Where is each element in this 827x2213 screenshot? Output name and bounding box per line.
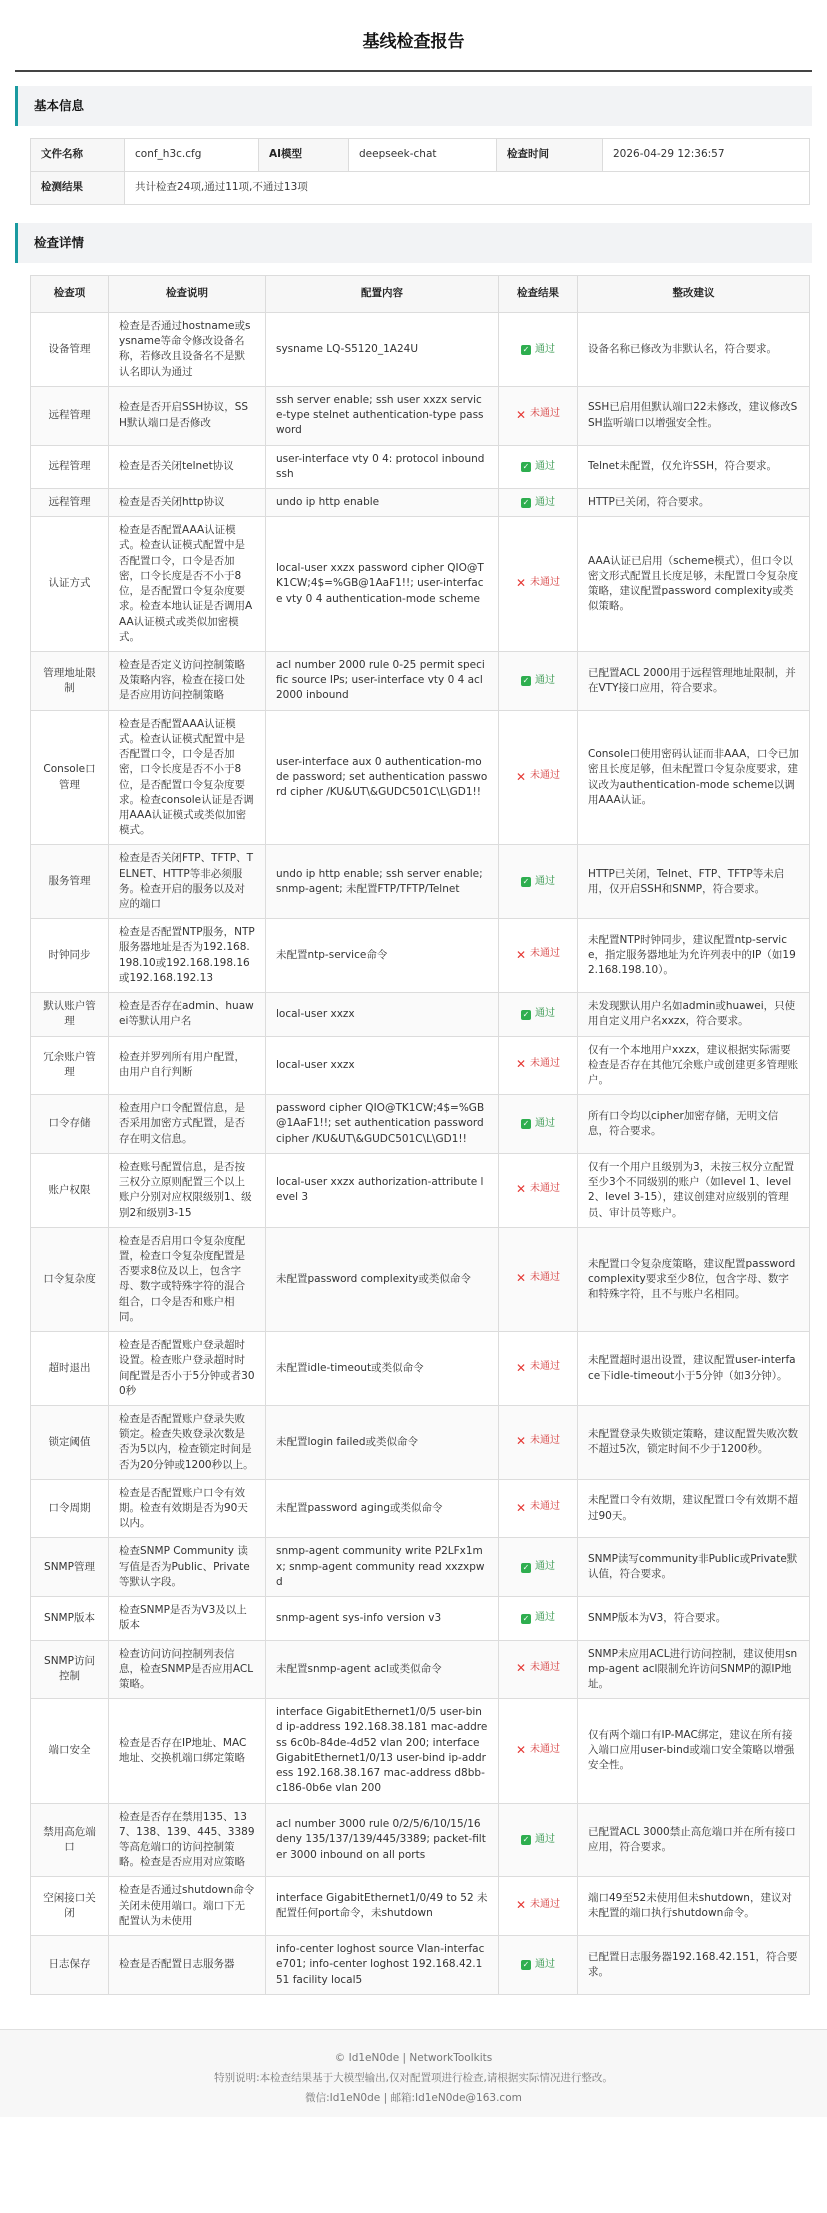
check-desc-cell: 检查是否配置账户登录超时设置。检查账户登录超时时间配置是否小于5分钟或者300秒 <box>109 1332 266 1406</box>
config-content-cell: local-user xxzx authorization-attribute level 3 <box>266 1153 499 1227</box>
check-desc-cell: 检查是否配置AAA认证模式。检查认证模式配置中是否配置口令，口令是否加密，口令长度是否不小于8位，是否配置口令复杂度要求。检查本地认证是否调用AAA认证模式或类似加密模式。 <box>109 517 266 652</box>
check-result-cell <box>499 651 578 710</box>
status-text: 通过 <box>535 1834 555 1846</box>
config-content-cell: user-interface aux 0 authentication-mode password; set authentication password cipher /KU&UT\&GUDC501C\L\GD1!! <box>266 710 499 845</box>
detail-body <box>31 313 810 1995</box>
config-content-cell: local-user xxzx <box>266 993 499 1036</box>
config-content-cell: local-user xxzx <box>266 1036 499 1095</box>
cross-icon: ✕ <box>516 769 527 784</box>
config-content-cell: 未配置login failed或类似命令 <box>266 1405 499 1479</box>
advice-cell: 已配置ACL 3000禁止高危端口并在所有接口应用，符合要求。 <box>578 1803 810 1877</box>
advice-cell: Console口使用密码认证而非AAA，口令已加密且长度足够，但未配置口令复杂度要求，建议改为authentication-mode scheme以调用AAA认证。 <box>578 710 810 845</box>
status-text: 未通过 <box>530 1272 560 1284</box>
cross-icon: ✕ <box>516 1271 527 1286</box>
table-row <box>31 1803 810 1877</box>
check-item-cell: 口令存储 <box>31 1095 109 1154</box>
status-badge <box>521 875 555 890</box>
status-badge <box>516 576 560 591</box>
check-item-cell: 远程管理 <box>31 386 109 445</box>
status-text: 通过 <box>535 1118 555 1130</box>
check-result-cell <box>499 1597 578 1640</box>
result-label: 检测结果 <box>31 172 125 205</box>
config-content-cell: 未配置ntp-service命令 <box>266 919 499 993</box>
table-row <box>31 1699 810 1803</box>
advice-cell: 仅有一个用户且级别为3，未按三权分立配置至少3个不同级别的账户（如level 1、level 2、level 3-15），建议创建对应级别的管理员、审计员等账户。 <box>578 1153 810 1227</box>
time-label: 检查时间 <box>497 139 603 172</box>
result-value: 共计检查24项,通过11项,不通过13项 <box>125 172 810 205</box>
check-item-cell: 锁定阈值 <box>31 1405 109 1479</box>
advice-cell: 未发现默认用户名如admin或huawei，只使用自定义用户名xxzx，符合要求。 <box>578 993 810 1036</box>
check-result-cell <box>499 1640 578 1699</box>
status-badge <box>516 1434 560 1449</box>
config-content-cell: snmp-agent sys-info version v3 <box>266 1597 499 1640</box>
table-row <box>31 1479 810 1538</box>
status-text: 通过 <box>535 674 555 686</box>
check-result-cell <box>499 1877 578 1936</box>
check-desc-cell: 检查是否开启SSH协议，SSH默认端口是否修改 <box>109 386 266 445</box>
status-text: 通过 <box>535 1561 555 1573</box>
table-row <box>31 517 810 652</box>
table-row <box>31 1227 810 1331</box>
check-item-cell: 超时退出 <box>31 1332 109 1406</box>
advice-cell: SNMP版本为V3，符合要求。 <box>578 1597 810 1640</box>
advice-cell: AAA认证已启用（scheme模式），但口令以密文形式配置且长度足够，未配置口令复杂度策略，建议配置password complexity或类似策略。 <box>578 517 810 652</box>
detail-header-row <box>31 276 810 313</box>
status-text: 未通过 <box>530 1743 560 1755</box>
status-badge <box>521 1117 555 1132</box>
check-item-cell: 时钟同步 <box>31 919 109 993</box>
advice-cell: 所有口令均以cipher加密存储，无明文信息，符合要求。 <box>578 1095 810 1154</box>
col-item-header: 检查项 <box>31 276 109 313</box>
check-result-cell <box>499 1405 578 1479</box>
detail-table <box>30 275 810 1995</box>
status-text: 通过 <box>535 875 555 887</box>
cross-icon: ✕ <box>516 1500 527 1515</box>
check-result-cell <box>499 1227 578 1331</box>
check-desc-cell: 检查是否启用口令复杂度配置，检查口令复杂度配置是否要求8位及以上，包含字母、数字或特殊字符的混合组合，口令是否和账户相同。 <box>109 1227 266 1331</box>
col-desc-header: 检查说明 <box>109 276 266 313</box>
check-icon: ✓ <box>522 1613 530 1623</box>
check-desc-cell: 检查是否存在IP地址、MAC地址、交换机端口绑定策略 <box>109 1699 266 1803</box>
check-item-cell: 远程管理 <box>31 488 109 516</box>
status-badge <box>516 1898 560 1913</box>
check-icon: ✓ <box>522 1562 530 1572</box>
file-label: 文件名称 <box>31 139 125 172</box>
cross-icon: ✕ <box>516 1434 527 1449</box>
status-text: 未通过 <box>530 1501 560 1513</box>
check-item-cell: 禁用高危端口 <box>31 1803 109 1877</box>
check-result-cell <box>499 445 578 488</box>
advice-cell: 设备名称已修改为非默认名，符合要求。 <box>578 313 810 387</box>
check-item-cell: 设备管理 <box>31 313 109 387</box>
check-item-cell: 冗余账户管理 <box>31 1036 109 1095</box>
status-badge <box>516 1500 560 1515</box>
status-badge <box>516 1182 560 1197</box>
status-text: 未通过 <box>530 1899 560 1910</box>
check-result-cell <box>499 313 578 387</box>
time-value: 2026-04-29 12:36:57 <box>603 139 810 172</box>
cross-icon: ✕ <box>516 1057 527 1072</box>
basic-info-table <box>30 138 810 205</box>
table-row <box>31 993 810 1036</box>
config-content-cell: local-user xxzx password cipher QIO@TK1CW;4$=%GB@1AaF1!!; user-interface vty 0 4 authentication-mode scheme <box>266 517 499 652</box>
section-basic-heading: 基本信息 <box>15 86 812 126</box>
check-result-cell <box>499 1153 578 1227</box>
status-text: 通过 <box>535 343 555 355</box>
config-content-cell: undo ip http enable; ssh server enable; snmp-agent; 未配置FTP/TFTP/Telnet <box>266 845 499 919</box>
config-content-cell: 未配置password complexity或类似命令 <box>266 1227 499 1331</box>
check-item-cell: 口令复杂度 <box>31 1227 109 1331</box>
status-badge <box>521 1007 555 1022</box>
footer-contact: 微信:Id1eN0de | 邮箱:Id1eN0de@163.com <box>305 2091 522 2104</box>
config-content-cell: interface GigabitEthernet1/0/49 to 52 未配置任何port命令，未shutdown <box>266 1877 499 1936</box>
table-row <box>31 845 810 919</box>
cross-icon: ✕ <box>516 1182 527 1197</box>
table-row <box>31 313 810 387</box>
check-desc-cell: 检查是否通过hostname或sysname等命令修改设备名称，若修改且设备名不是默认名即认为通过 <box>109 313 266 387</box>
table-row <box>31 1597 810 1640</box>
check-item-cell: 远程管理 <box>31 445 109 488</box>
advice-cell: 未配置口令有效期，建议配置口令有效期不超过90天。 <box>578 1479 810 1538</box>
check-desc-cell: 检查是否配置账户登录失败锁定。检查失败登录次数是否为5以内，检查锁定时间是否为20分钟或1200秒以上。 <box>109 1405 266 1479</box>
table-row <box>31 1936 810 1995</box>
table-row <box>31 445 810 488</box>
table-row <box>31 1036 810 1095</box>
config-content-cell: acl number 3000 rule 0/2/5/6/10/15/16 deny 135/137/139/445/3389; packet-filter 3000 inbound on all ports <box>266 1803 499 1877</box>
page-title: 基线检查报告 <box>15 0 812 72</box>
config-content-cell: user-interface vty 0 4: protocol inbound ssh <box>266 445 499 488</box>
table-row <box>31 710 810 845</box>
check-result-cell <box>499 993 578 1036</box>
check-result-cell <box>499 517 578 652</box>
check-icon: ✓ <box>522 344 530 354</box>
col-config-header: 配置内容 <box>266 276 499 313</box>
check-icon: ✓ <box>522 1835 530 1845</box>
status-badge <box>516 1271 560 1286</box>
check-desc-cell: 检查SNMP是否为V3及以上版本 <box>109 1597 266 1640</box>
check-result-cell <box>499 1538 578 1597</box>
advice-cell: 已配置日志服务器192.168.42.151，符合要求。 <box>578 1936 810 1995</box>
check-result-cell <box>499 710 578 845</box>
check-item-cell: Console口管理 <box>31 710 109 845</box>
status-badge <box>516 1057 560 1072</box>
check-item-cell: 服务管理 <box>31 845 109 919</box>
footer <box>0 2029 827 2117</box>
check-icon: ✓ <box>522 676 530 686</box>
advice-cell: 已配置ACL 2000用于远程管理地址限制，并在VTY接口应用，符合要求。 <box>578 651 810 710</box>
advice-cell: 仅有两个端口有IP-MAC绑定，建议在所有接入端口应用user-bind或端口安全策略以增强安全性。 <box>578 1699 810 1803</box>
check-desc-cell: 检查是否关闭http协议 <box>109 488 266 516</box>
check-desc-cell: 检查是否配置NTP服务，NTP服务器地址是否为192.168.198.10或192.168.198.16或192.168.192.13 <box>109 919 266 993</box>
status-text: 未通过 <box>530 408 560 420</box>
status-badge <box>516 1360 560 1375</box>
check-result-cell <box>499 488 578 516</box>
config-content-cell: undo ip http enable <box>266 488 499 516</box>
advice-cell: SNMP未应用ACL进行访问控制，建议使用snmp-agent acl限制允许访问SNMP的源IP地址。 <box>578 1640 810 1699</box>
table-row <box>31 1153 810 1227</box>
status-badge <box>521 674 555 689</box>
model-label: AI模型 <box>259 139 349 172</box>
footer-disclaimer: 特别说明:本检查结果基于大模型输出,仅对配置项进行检查,请根据实际情况进行整改。 <box>214 2071 613 2084</box>
check-desc-cell: 检查是否通过shutdown命令关闭未使用端口。端口下无配置认为未使用 <box>109 1877 266 1936</box>
table-row <box>31 651 810 710</box>
check-result-cell <box>499 1036 578 1095</box>
config-content-cell: 未配置snmp-agent acl或类似命令 <box>266 1640 499 1699</box>
status-text: 未通过 <box>530 576 560 588</box>
check-desc-cell: 检查访问访问控制列表信息，检查SNMP是否应用ACL策略。 <box>109 1640 266 1699</box>
check-desc-cell: 检查是否关闭FTP、TFTP、TELNET、HTTP等非必须服务。检查开启的服务以及对应的端口 <box>109 845 266 919</box>
check-result-cell <box>499 1936 578 1995</box>
col-result-header: 检查结果 <box>499 276 578 313</box>
cross-icon: ✕ <box>516 407 527 422</box>
basic-result-row <box>31 172 810 205</box>
advice-cell: HTTP已关闭，Telnet、FTP、TFTP等未启用，仅开启SSH和SNMP，符合要求。 <box>578 845 810 919</box>
table-row <box>31 1405 810 1479</box>
table-row <box>31 1538 810 1597</box>
check-item-cell: 端口安全 <box>31 1699 109 1803</box>
check-item-cell: 默认账户管理 <box>31 993 109 1036</box>
check-desc-cell: 检查是否关闭telnet协议 <box>109 445 266 488</box>
check-desc-cell: 检查是否配置日志服务器 <box>109 1936 266 1995</box>
config-content-cell: acl number 2000 rule 0-25 permit specific source IPs; user-interface vty 0 4 acl 2000 inbound <box>266 651 499 710</box>
check-item-cell: SNMP管理 <box>31 1538 109 1597</box>
status-badge <box>516 407 560 422</box>
advice-cell: 未配置口令复杂度策略，建议配置password complexity要求至少8位，包含字母、数字和特殊字符，且不与账户名相同。 <box>578 1227 810 1331</box>
check-result-cell <box>499 919 578 993</box>
advice-cell: 未配置超时退出设置，建议配置user-interface下idle-timeout小于5分钟（如3分钟）。 <box>578 1332 810 1406</box>
status-badge <box>516 947 560 962</box>
status-badge <box>521 1833 555 1848</box>
table-row <box>31 1640 810 1699</box>
config-content-cell: sysname LQ-S5120_1A24U <box>266 313 499 387</box>
config-content-cell: info-center loghost source Vlan-interface701; info-center loghost 192.168.42.151 facility local5 <box>266 1936 499 1995</box>
advice-cell: 端口49至52未使用但未shutdown，建议对未配置的端口执行shutdown命令。 <box>578 1877 810 1936</box>
status-badge <box>521 1560 555 1575</box>
check-desc-cell: 检查是否定义访问控制策略及策略内容，检查在接口处是否应用访问控制策略 <box>109 651 266 710</box>
status-text: 未通过 <box>530 770 560 782</box>
cross-icon: ✕ <box>516 1898 527 1913</box>
advice-cell: 仅有一个本地用户xxzx，建议根据实际需要检查是否存在其他冗余账户或创建更多管理账户。 <box>578 1036 810 1095</box>
check-item-cell: 认证方式 <box>31 517 109 652</box>
check-item-cell: 空闲接口关闭 <box>31 1877 109 1936</box>
advice-cell: Telnet未配置，仅允许SSH，符合要求。 <box>578 445 810 488</box>
check-desc-cell: 检查账号配置信息，是否按三权分立原则配置三个以上账户分别对应权限级别1、级别2和级别3-15 <box>109 1153 266 1227</box>
config-content-cell: password cipher QIO@TK1CW;4$=%GB@1AaF1!!; set authentication password cipher /KU&UT\&GUDC501C\L\GD1!! <box>266 1095 499 1154</box>
basic-info-row <box>31 139 810 172</box>
cross-icon: ✕ <box>516 576 527 591</box>
cross-icon: ✕ <box>516 1661 527 1676</box>
check-icon: ✓ <box>522 877 530 887</box>
check-result-cell <box>499 1803 578 1877</box>
check-result-cell <box>499 1095 578 1154</box>
status-badge <box>516 769 560 784</box>
status-text: 通过 <box>535 1959 555 1971</box>
check-item-cell: 账户权限 <box>31 1153 109 1227</box>
config-content-cell: 未配置password aging或类似命令 <box>266 1479 499 1538</box>
status-badge <box>516 1743 560 1758</box>
status-text: 未通过 <box>530 1361 560 1373</box>
status-badge <box>516 1661 560 1676</box>
config-content-cell: 未配置idle-timeout或类似命令 <box>266 1332 499 1406</box>
check-desc-cell: 检查是否配置账户口令有效期。检查有效期是否为90天以内。 <box>109 1479 266 1538</box>
check-icon: ✓ <box>522 462 530 472</box>
check-result-cell <box>499 845 578 919</box>
config-content-cell: ssh server enable; ssh user xxzx service-type stelnet authentication-type password <box>266 386 499 445</box>
check-desc-cell: 检查是否存在禁用135、137、138、139、445、3389等高危端口的访问控制策略。检查是否应用对应策略 <box>109 1803 266 1877</box>
check-desc-cell: 检查是否存在admin、huawei等默认用户名 <box>109 993 266 1036</box>
table-row <box>31 386 810 445</box>
check-icon: ✓ <box>522 1009 530 1019</box>
table-row <box>31 919 810 993</box>
check-item-cell: 口令周期 <box>31 1479 109 1538</box>
status-text: 通过 <box>535 1008 555 1020</box>
status-badge <box>521 343 555 358</box>
check-item-cell: 日志保存 <box>31 1936 109 1995</box>
table-row <box>31 1877 810 1936</box>
check-item-cell: SNMP访问控制 <box>31 1640 109 1699</box>
status-badge <box>521 460 555 475</box>
section-detail-heading: 检查详情 <box>15 223 812 263</box>
check-result-cell <box>499 1699 578 1803</box>
check-desc-cell: 检查并罗列所有用户配置，由用户自行判断 <box>109 1036 266 1095</box>
check-result-cell <box>499 1332 578 1406</box>
advice-cell: HTTP已关闭，符合要求。 <box>578 488 810 516</box>
config-content-cell: interface GigabitEthernet1/0/5 user-bind ip-address 192.168.38.181 mac-address 6c0b-84de-4d52 vlan 200; interface GigabitEthernet1/0/13 user-bind ip-address 192.168.38.167 mac-address d8bb-c186-0b6e vlan 200 <box>266 1699 499 1803</box>
status-text: 未通过 <box>530 948 560 960</box>
file-value: conf_h3c.cfg <box>125 139 259 172</box>
cross-icon: ✕ <box>516 1742 527 1757</box>
check-icon: ✓ <box>522 497 530 507</box>
check-icon: ✓ <box>522 1119 530 1129</box>
check-result-cell <box>499 1479 578 1538</box>
status-text: 未通过 <box>530 1435 560 1447</box>
table-row <box>31 1332 810 1406</box>
check-result-cell <box>499 386 578 445</box>
check-item-cell: 管理地址限制 <box>31 651 109 710</box>
advice-cell: SNMP读写community非Public或Private默认值，符合要求。 <box>578 1538 810 1597</box>
status-text: 通过 <box>535 496 555 508</box>
col-advice-header: 整改建议 <box>578 276 810 313</box>
config-content-cell: snmp-agent community write P2LFx1mx; snmp-agent community read xxzxpwd <box>266 1538 499 1597</box>
status-text: 未通过 <box>530 1058 560 1070</box>
status-badge <box>521 496 555 511</box>
cross-icon: ✕ <box>516 1360 527 1375</box>
status-badge <box>521 1958 555 1973</box>
advice-cell: SSH已启用但默认端口22未修改，建议修改SSH监听端口以增强安全性。 <box>578 386 810 445</box>
status-text: 未通过 <box>530 1662 560 1674</box>
advice-cell: 未配置登录失败锁定策略，建议配置失败次数不超过5次，锁定时间不少于1200秒。 <box>578 1405 810 1479</box>
status-badge <box>521 1611 555 1626</box>
check-desc-cell: 检查用户口令配置信息，是否采用加密方式配置，是否存在明文信息。 <box>109 1095 266 1154</box>
model-value: deepseek-chat <box>349 139 497 172</box>
footer-copyright: © Id1eN0de | NetworkToolkits <box>334 2051 493 2064</box>
check-item-cell: SNMP版本 <box>31 1597 109 1640</box>
table-row <box>31 488 810 516</box>
advice-cell: 未配置NTP时钟同步，建议配置ntp-service，指定服务器地址为允许列表中的IP（如192.168.198.10）。 <box>578 919 810 993</box>
table-row <box>31 1095 810 1154</box>
status-text: 通过 <box>535 1612 555 1624</box>
check-icon: ✓ <box>522 1960 530 1970</box>
status-text: 通过 <box>535 460 555 472</box>
status-text: 未通过 <box>530 1183 560 1195</box>
cross-icon: ✕ <box>516 947 527 962</box>
check-desc-cell: 检查SNMP Community 读写值是否为Public、Private等默认字段。 <box>109 1538 266 1597</box>
check-desc-cell: 检查是否配置AAA认证模式。检查认证模式配置中是否配置口令，口令是否加密，口令长度是否不小于8位，是否配置口令复杂度要求。检查console认证是否调用AAA认证模式或类似加密模式。 <box>109 710 266 845</box>
